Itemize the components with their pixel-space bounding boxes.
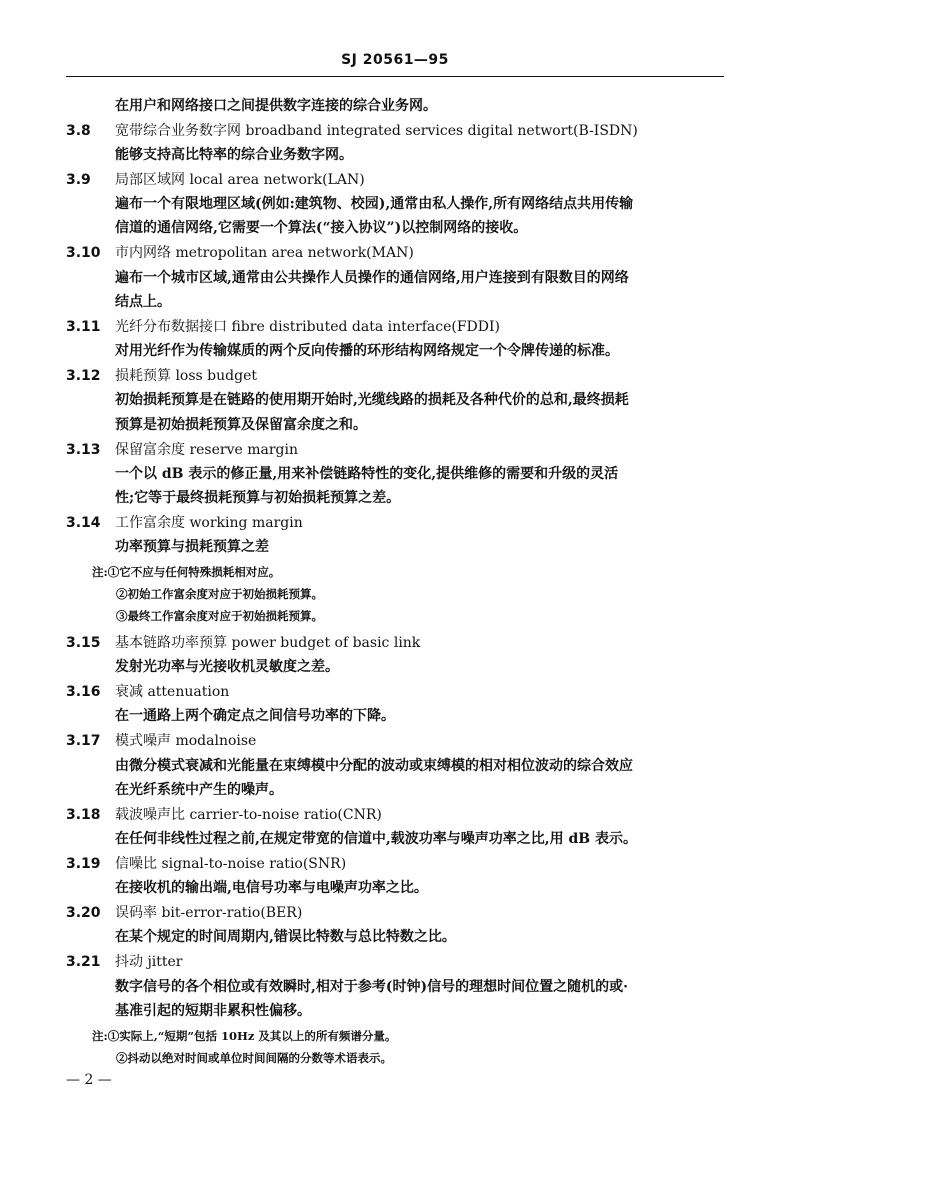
term-title: 宽带综合业务数字网 broadband integrated services digital networt(B-ISDN) [115, 123, 638, 139]
term-number: 3.12 [66, 368, 101, 384]
term-title: 信噪比 signal-to-noise ratio(SNR) [115, 856, 347, 872]
term-definition: 在一通路上两个确定点之间信号功率的下降。 [115, 708, 395, 724]
term-number: 3.11 [66, 319, 101, 335]
term-title: 光纤分布数据接口 fibre distributed data interface(FDDI) [115, 319, 500, 335]
term-title: 抖动 jitter [115, 954, 183, 970]
term-definition: 信道的通信网络,它需要一个算法(“接入协议”)以控制网络的接收。 [115, 220, 528, 236]
term-definition: 对用光纤作为传输媒质的两个反向传播的环形结构网络规定一个令牌传递的标准。 [115, 343, 619, 359]
note-line: 注:①它不应与任何特殊损耗相对应。 [92, 565, 281, 579]
term-number: 3.13 [66, 442, 101, 458]
header-rule [66, 76, 724, 77]
term-definition: 功率预算与损耗预算之差 [115, 539, 269, 555]
page-number: — 2 — [66, 1072, 112, 1088]
term-title: 工作富余度 working margin [115, 515, 303, 531]
term-number: 3.9 [66, 172, 91, 188]
term-title: 损耗预算 loss budget [115, 368, 257, 384]
term-definition: 预算是初始损耗预算及保留富余度之和。 [115, 417, 367, 433]
term-definition: 在接收机的输出端,电信号功率与电噪声功率之比。 [115, 880, 428, 896]
term-definition: 在光纤系统中产生的噪声。 [115, 782, 283, 798]
body-line: 在用户和网络接口之间提供数字连接的综合业务网。 [115, 98, 437, 114]
term-title: 市内网络 metropolitan area network(MAN) [115, 245, 414, 261]
term-definition: 性;它等于最终损耗预算与初始损耗预算之差。 [115, 490, 401, 506]
term-definition: 在任何非线性过程之前,在规定带宽的信道中,载波功率与噪声功率之比,用 dB 表示。 [115, 831, 637, 847]
term-title: 保留富余度 reserve margin [115, 442, 299, 458]
term-definition: 基准引起的短期非累积性偏移。 [115, 1003, 311, 1019]
note-line: ②初始工作富余度对应于初始损耗预算。 [116, 587, 323, 601]
term-number: 3.10 [66, 245, 101, 261]
note-line: ②抖动以绝对时间或单位时间间隔的分数等术语表示。 [116, 1051, 392, 1065]
term-number: 3.20 [66, 905, 101, 921]
term-definition: 在某个规定的时间周期内,错误比特数与总比特数之比。 [115, 929, 456, 945]
term-number: 3.14 [66, 515, 101, 531]
note-line: ③最终工作富余度对应于初始损耗预算。 [116, 609, 323, 623]
term-number: 3.8 [66, 123, 91, 139]
term-title: 载波噪声比 carrier-to-noise ratio(CNR) [115, 807, 382, 823]
note-line: 注:①实际上,“短期”包括 10Hz 及其以上的所有频谱分量。 [92, 1029, 397, 1043]
term-definition: 遍布一个城市区域,通常由公共操作人员操作的通信网络,用户连接到有限数目的网络 [115, 270, 629, 286]
term-title: 误码率 bit-error-ratio(BER) [115, 905, 303, 921]
term-definition: 发射光功率与光接收机灵敏度之差。 [115, 659, 339, 675]
term-number: 3.15 [66, 635, 101, 651]
term-number: 3.16 [66, 684, 101, 700]
term-title: 局部区域网 local area network(LAN) [115, 172, 365, 188]
term-title: 模式噪声 modalnoise [115, 733, 257, 749]
term-number: 3.18 [66, 807, 101, 823]
term-title: 衰减 attenuation [115, 684, 230, 700]
term-number: 3.17 [66, 733, 101, 749]
term-definition: 初始损耗预算是在链路的使用期开始时,光缆线路的损耗及各种代价的总和,最终损耗 [115, 392, 629, 408]
term-definition: 数字信号的各个相位或有效瞬时,相对于参考(时钟)信号的理想时间位置之随机的或· [115, 979, 628, 995]
standard-code-header: SJ 20561—95 [341, 52, 449, 68]
term-definition: 能够支持高比特率的综合业务数字网。 [115, 147, 353, 163]
term-number: 3.19 [66, 856, 101, 872]
term-definition: 遍布一个有限地理区域(例如:建筑物、校园),通常由私人操作,所有网络结点共用传输 [115, 196, 634, 212]
term-definition: 一个以 dB 表示的修正量,用来补偿链路特性的变化,提供维修的需要和升级的灵活 [115, 466, 619, 482]
term-number: 3.21 [66, 954, 101, 970]
term-title: 基本链路功率预算 power budget of basic link [115, 635, 421, 651]
term-definition: 由微分模式衰减和光能量在束缚模中分配的波动或束缚模的相对相位波动的综合效应 [115, 758, 633, 774]
term-definition: 结点上。 [115, 294, 171, 310]
